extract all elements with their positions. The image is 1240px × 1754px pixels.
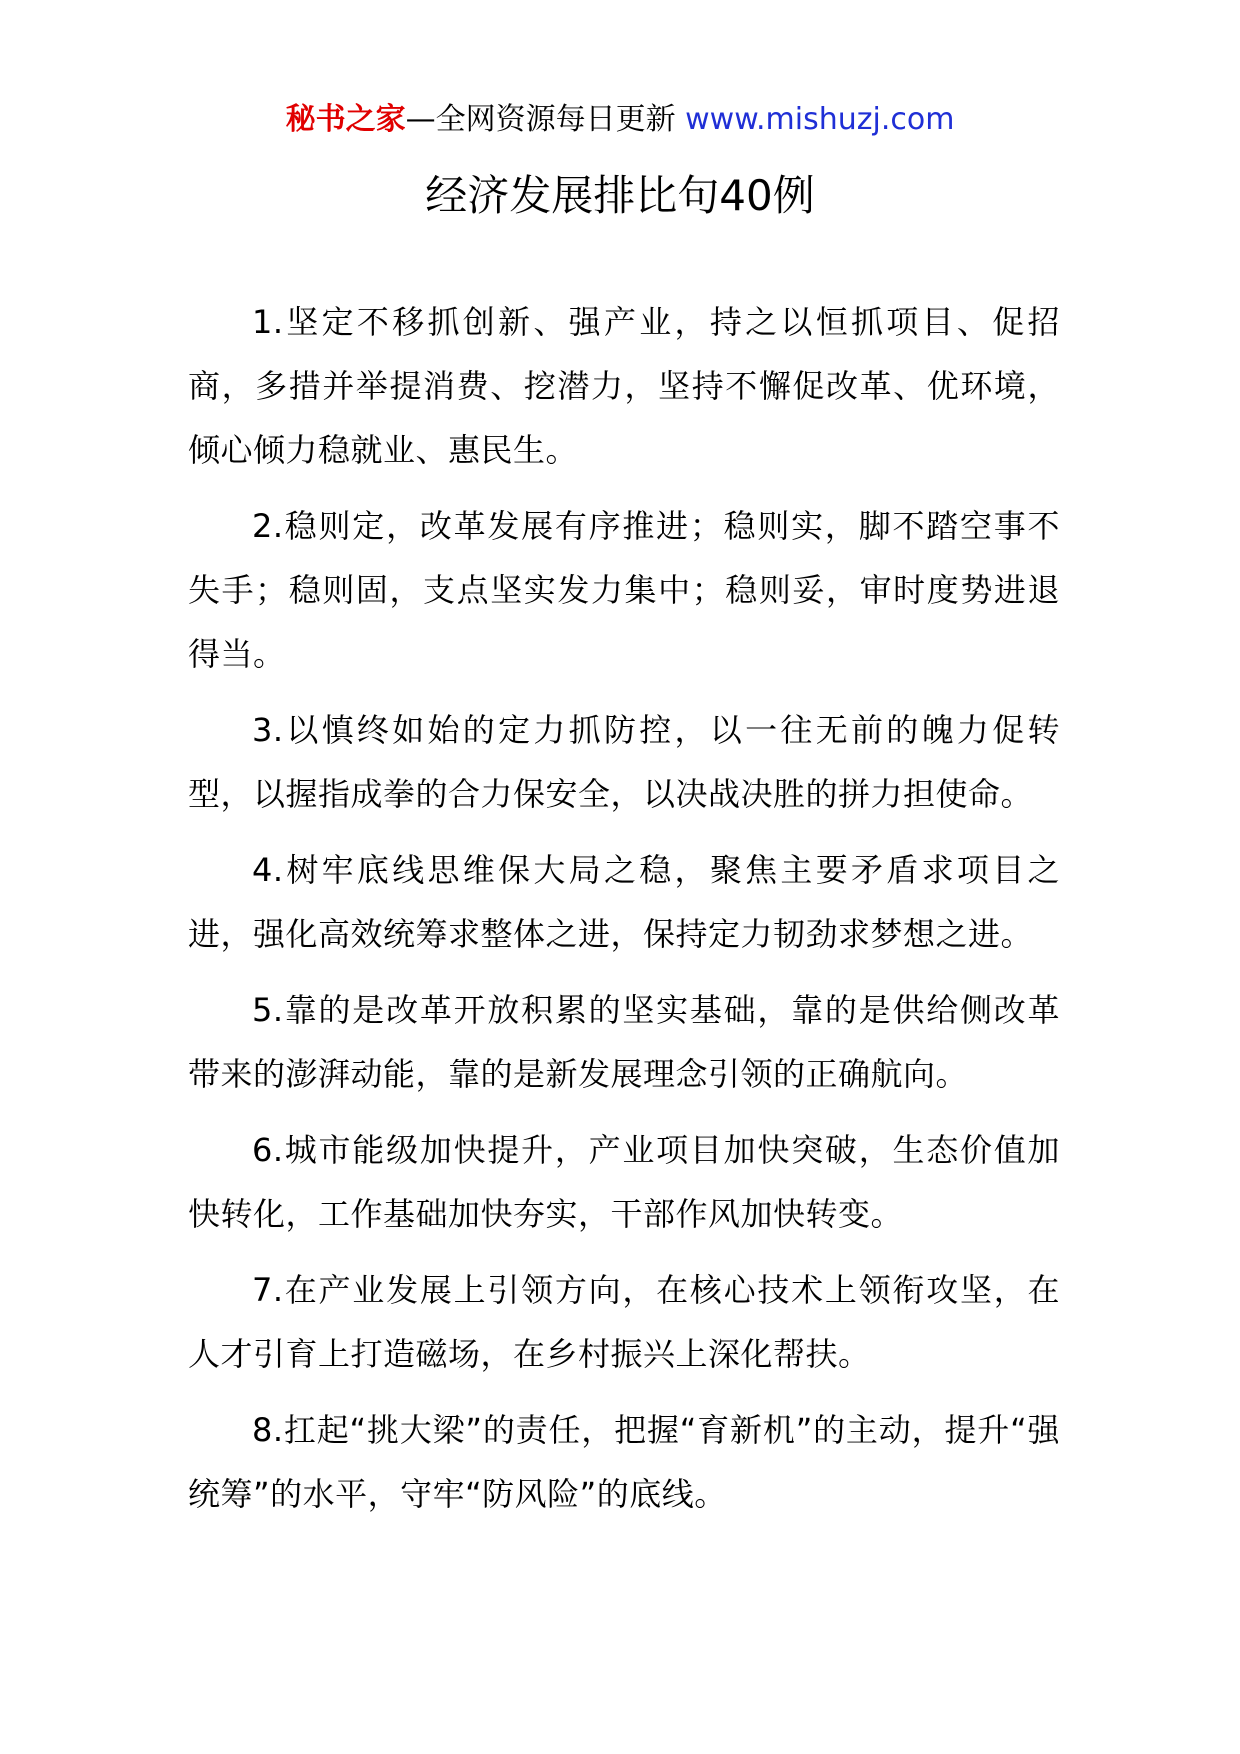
paragraph-7: 7.在产业发展上引领方向，在核心技术上领衔攻坚，在人才引育上打造磁场，在乡村振兴上深化帮扶。: [188, 1271, 1060, 1373]
paragraph-3: 3.以慎终如始的定力抓防控，以一往无前的魄力促转型，以握指成拳的合力保安全，以决战决胜的拼力担使命。: [188, 711, 1060, 813]
document-title: 经济发展排比句40例: [425, 171, 815, 220]
paragraph-4: 4.树牢底线思维保大局之稳，聚焦主要矛盾求项目之进，强化高效统筹求整体之进，保持定力韧劲求梦想之进。: [188, 851, 1060, 953]
site-header: [0, 100, 1240, 140]
site-url-link[interactable]: www.mishuzj.com: [685, 102, 955, 137]
document-body: [188, 290, 1060, 1538]
paragraph-6: 6.城市能级加快提升，产业项目加快突破，生态价值加快转化，工作基础加快夯实，干部作风加快转变。: [188, 1131, 1060, 1233]
paragraph-1: 1.坚定不移抓创新、强产业，持之以恒抓项目、促招商，多措并举提消费、挖潜力，坚持不懈促改革、优环境，倾心倾力稳就业、惠民生。: [188, 303, 1060, 469]
paragraph-5: 5.靠的是改革开放积累的坚实基础，靠的是供给侧改革带来的澎湃动能，靠的是新发展理念引领的正确航向。: [188, 991, 1060, 1093]
paragraph-2: 2.稳则定，改革发展有序推进；稳则实，脚不踏空事不失手；稳则固，支点坚实发力集中；稳则妥，审时度势进退得当。: [188, 507, 1060, 673]
header-tagline: —全网资源每日更新: [405, 102, 686, 137]
paragraph-8: 8.扛起“挑大梁”的责任，把握“育新机”的主动，提升“强统筹”的水平，守牢“防风险”的底线。: [188, 1411, 1060, 1513]
brand-name: 秘书之家: [285, 102, 406, 137]
